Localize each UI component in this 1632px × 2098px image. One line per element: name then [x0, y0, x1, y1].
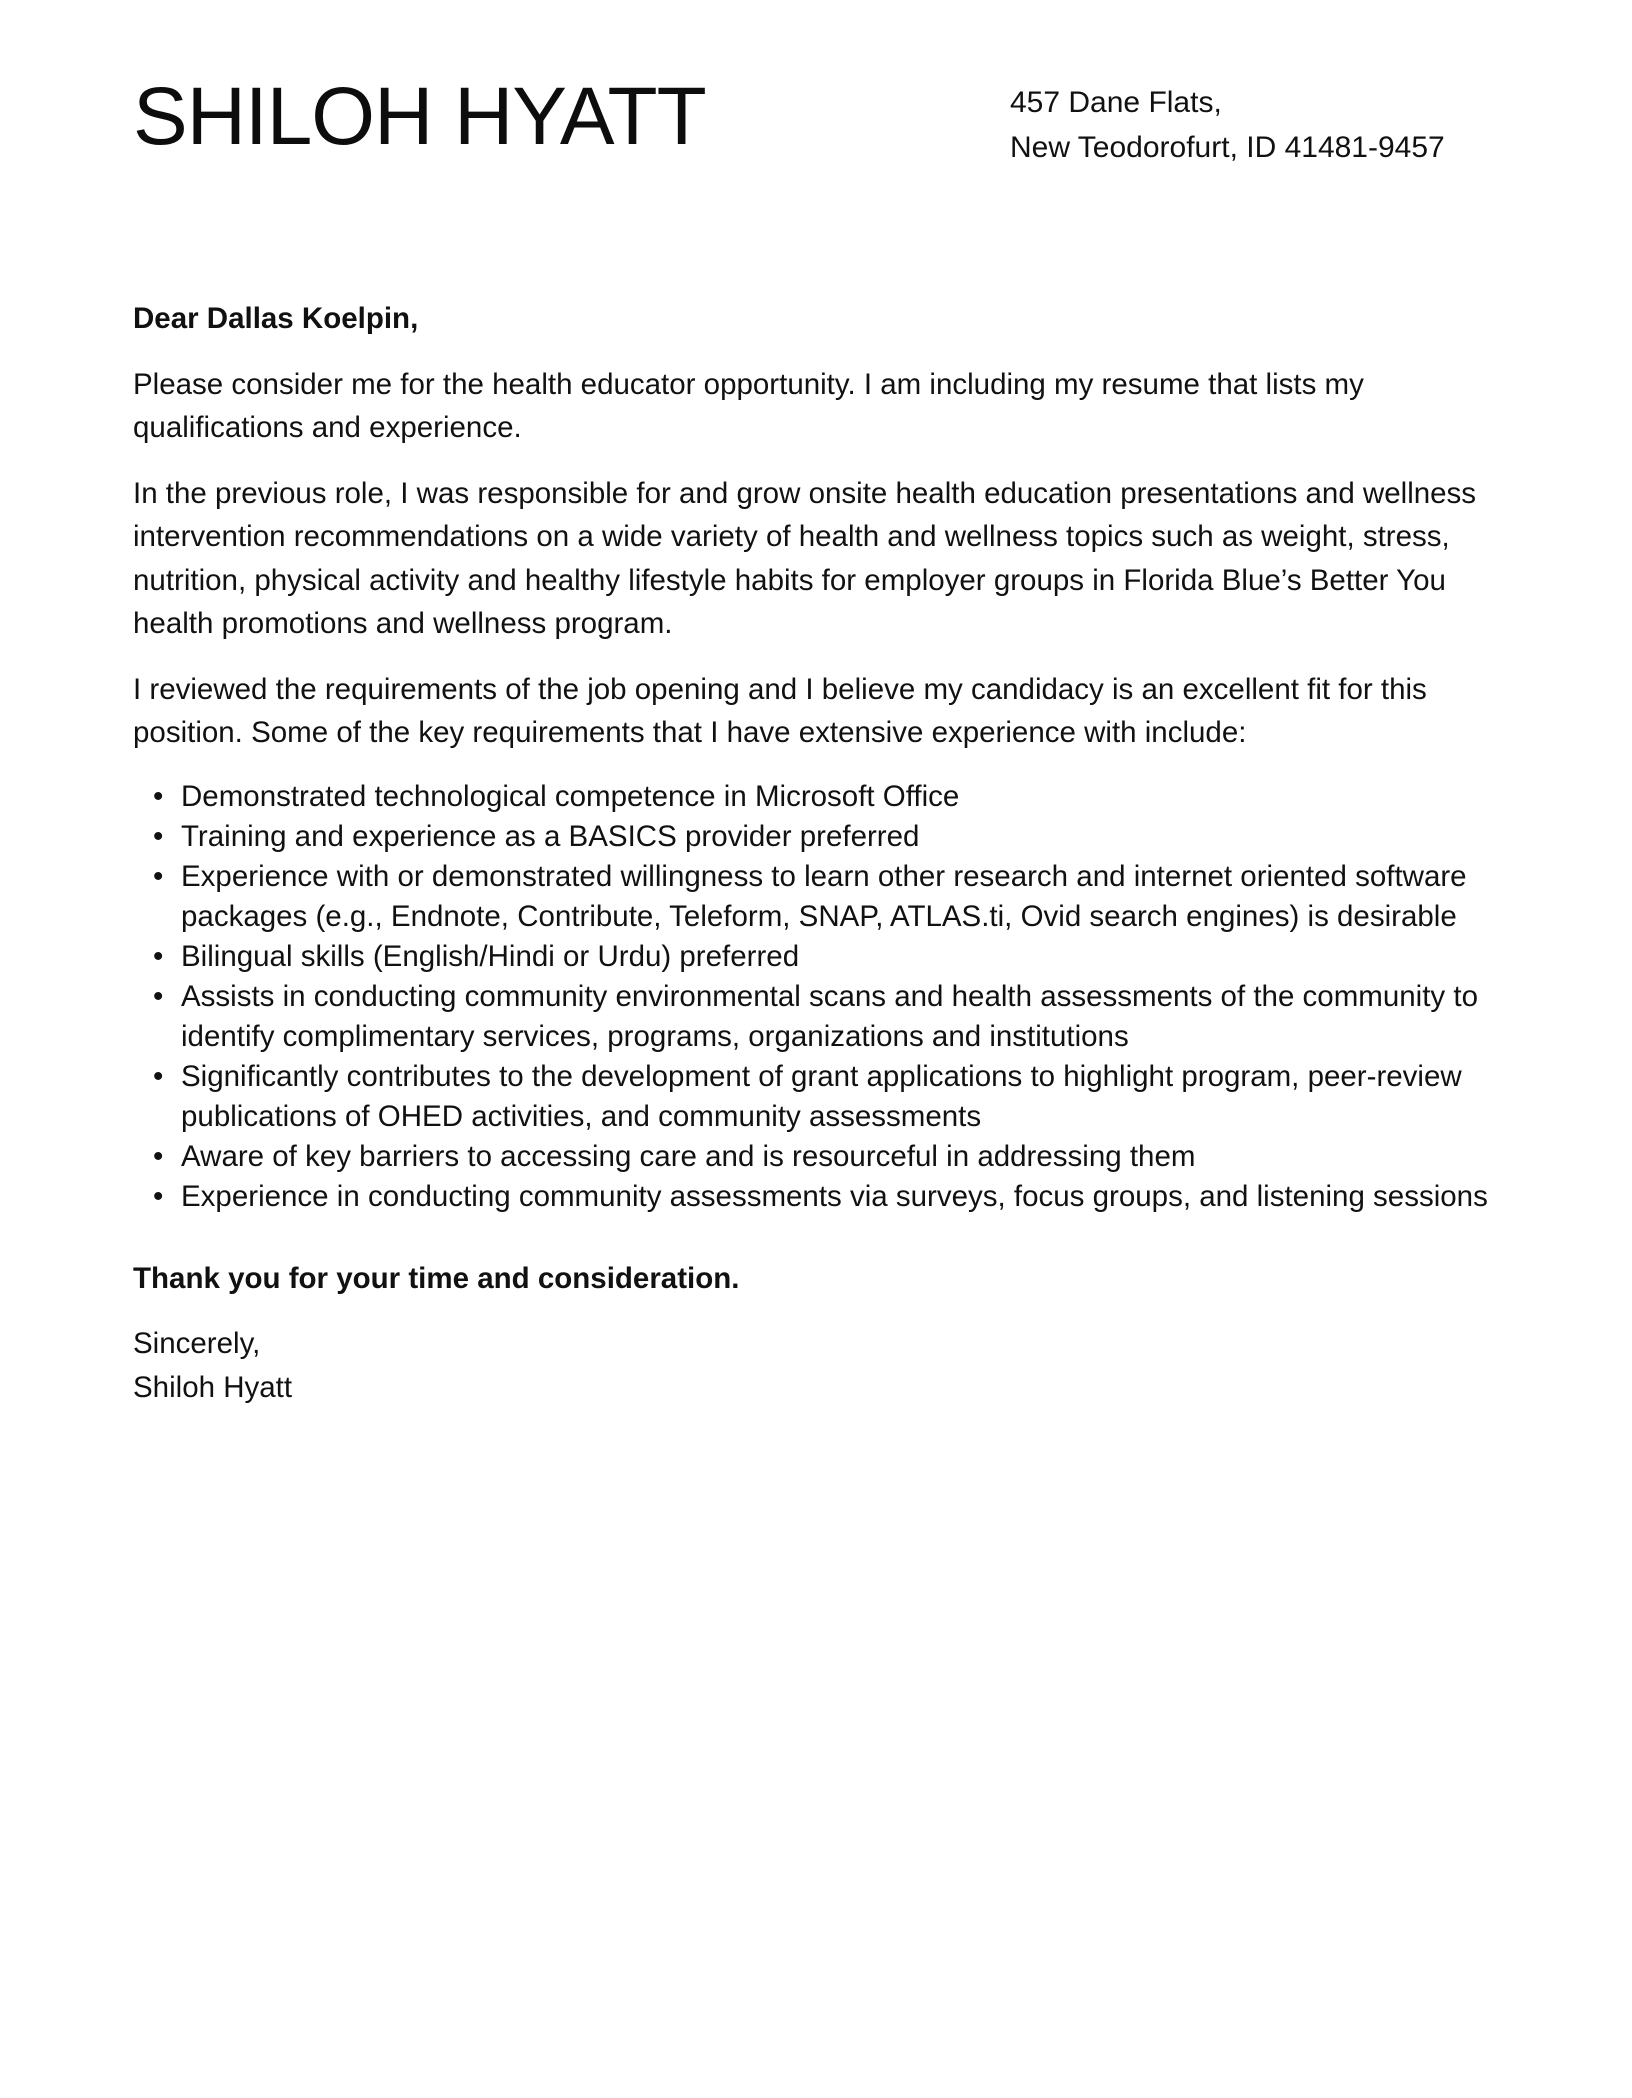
bullet-icon: •: [153, 779, 164, 813]
bullet-icon: •: [153, 819, 164, 853]
list-item-text: Experience with or demonstrated willingness to learn other research and internet oriented software packages (e.g., Endnote, Contribute, Teleform, SNAP, ATLAS.ti, Ovid search engines) is desirable: [181, 859, 1467, 933]
paragraph-requirements-intro: I reviewed the requirements of the job opening and I believe my candidacy is an excellent fit for this position. Some of the key requirements that I have extensive experience with include:: [133, 672, 1427, 749]
bullet-icon: •: [153, 979, 164, 1013]
list-item-text: Demonstrated technological competence in Microsoft Office: [181, 779, 960, 813]
requirements-list: [133, 777, 1503, 1217]
list-item: [133, 977, 1503, 1057]
bullet-icon: •: [153, 859, 164, 893]
list-item-text: Assists in conducting community environmental scans and health assessments of the community to identify complimentary services, programs, organizations and institutions: [181, 979, 1478, 1053]
list-item: [133, 777, 1503, 817]
bullet-icon: •: [153, 1059, 164, 1093]
closing-line: Thank you for your time and consideration.: [133, 1261, 740, 1295]
paragraph-previous-role: In the previous role, I was responsible for and grow onsite health education presentations and wellness intervention recommendations on a wide variety of health and wellness topics such as weight, stress, nutrition, physical activity and healthy lifestyle habits for employer groups in Florida Blue’s Better You health promotions and wellness program.: [133, 476, 1477, 640]
letter-body: [133, 297, 1503, 1409]
list-item: [133, 817, 1503, 857]
list-item: [133, 857, 1503, 937]
list-item: [133, 1057, 1503, 1137]
list-item: [133, 937, 1503, 977]
list-item-text: Training and experience as a BASICS provider preferred: [181, 819, 920, 853]
list-item-text: Aware of key barriers to accessing care and is resourceful in addressing them: [181, 1139, 1196, 1173]
salutation: Dear Dallas Koelpin,: [133, 302, 419, 335]
bullet-icon: •: [153, 939, 164, 973]
list-item-text: Significantly contributes to the development of grant applications to highlight program, peer-review publications of OHED activities, and community assessments: [181, 1059, 1462, 1133]
applicant-address: [1010, 80, 1445, 170]
list-item: [133, 1177, 1503, 1217]
bullet-icon: •: [153, 1179, 164, 1213]
list-item-text: Experience in conducting community assessments via surveys, focus groups, and listening sessions: [181, 1179, 1488, 1213]
signature-name: Shiloh Hyatt: [133, 1370, 293, 1404]
list-item: [133, 1137, 1503, 1177]
address-line-1: 457 Dane Flats,: [1010, 86, 1222, 119]
signoff: Sincerely,: [133, 1327, 261, 1360]
applicant-name: SHILOH HYATT: [133, 71, 706, 162]
bullet-icon: •: [153, 1139, 164, 1173]
list-item-text: Bilingual skills (English/Hindi or Urdu) preferred: [181, 939, 800, 973]
address-line-2: New Teodorofurt, ID 41481-9457: [1010, 131, 1445, 164]
letter-header: [0, 0, 1632, 200]
paragraph-intro: Please consider me for the health educator opportunity. I am including my resume that lists my qualifications and experience.: [133, 367, 1364, 444]
